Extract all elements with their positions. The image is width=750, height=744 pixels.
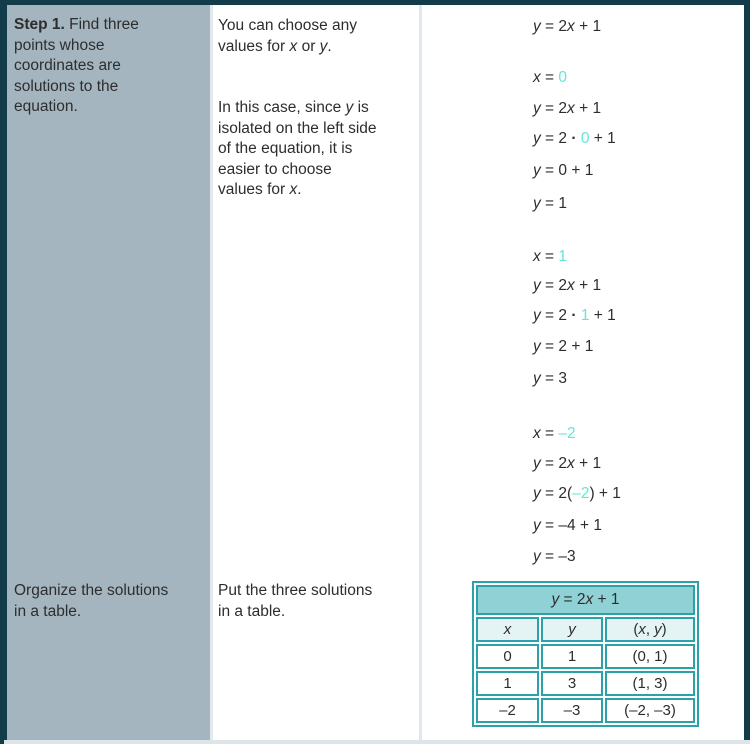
column-header <box>605 617 695 642</box>
text-segment: y <box>533 370 541 387</box>
text-segment: + 1 <box>589 307 616 324</box>
text-segment: x <box>585 591 594 608</box>
table-cell: (–2, –3) <box>605 698 695 723</box>
equation-line <box>533 195 567 212</box>
text-segment: –2 <box>572 485 590 502</box>
text-segment: x <box>533 69 541 86</box>
equation-line <box>533 548 576 565</box>
equation-line <box>533 18 601 35</box>
text-segment: y <box>533 338 541 355</box>
text-segment: isolated on the left side <box>218 119 377 137</box>
text-segment: x <box>503 620 512 638</box>
table-cell: 1 <box>476 671 539 696</box>
text-segment: y <box>533 195 541 212</box>
bottom-edge-strip <box>4 740 750 744</box>
text-segment: Step 1. <box>14 16 65 33</box>
text-segment: 1 <box>558 248 568 265</box>
text-segment: . <box>327 37 332 55</box>
text-segment: = 0 + 1 <box>540 162 594 179</box>
equation-line <box>533 277 601 294</box>
solution-table-title <box>476 585 695 615</box>
text-segment: y <box>533 455 541 472</box>
text-segment: You can choose any <box>218 17 358 34</box>
equation-line <box>533 338 593 355</box>
text-segment: or <box>297 37 320 55</box>
text-segment: x <box>567 277 575 294</box>
text-segment: + 1 <box>574 455 602 472</box>
table-row <box>476 671 695 696</box>
text-segment: coordinates are <box>14 57 121 74</box>
text-segment: = 2 + 1 <box>540 338 594 355</box>
text-segment: of the equation, it is <box>218 140 353 157</box>
text-segment: y <box>533 548 541 565</box>
solution-table-header-row <box>476 617 695 642</box>
text-segment: –2 <box>558 425 576 442</box>
table-cell: –2 <box>476 698 539 723</box>
text-segment: y <box>568 620 576 638</box>
text-segment: x <box>638 620 646 638</box>
text-segment: + 1 <box>574 100 602 117</box>
text-segment: y <box>533 517 541 534</box>
text-segment: y <box>654 620 662 638</box>
text-segment: equation. <box>14 98 78 115</box>
text-segment: easier to choose <box>218 160 332 178</box>
text-segment: 1 <box>580 307 590 324</box>
text-segment: x <box>567 100 575 117</box>
text-segment: = –4 + 1 <box>540 517 602 534</box>
text-segment: in a table. <box>218 602 286 620</box>
equation-line <box>533 517 602 534</box>
text-segment: + 1 <box>574 277 602 294</box>
text-segment: x <box>567 18 575 35</box>
text-segment: y <box>345 99 354 116</box>
text-segment: ) + 1 <box>589 485 621 502</box>
text-segment: = 2 <box>540 130 572 147</box>
text-segment: x <box>289 37 298 55</box>
equation-line <box>533 370 567 387</box>
text-segment: = 1 <box>540 195 568 212</box>
text-segment: ) <box>661 620 667 638</box>
table-cell: (1, 3) <box>605 671 695 696</box>
equation-line <box>533 162 593 179</box>
text-segment: x <box>289 181 298 198</box>
text-segment: = 2 <box>540 100 568 117</box>
text-segment: points whose <box>14 36 105 54</box>
text-segment: values for <box>218 37 290 55</box>
text-segment: y <box>533 100 541 117</box>
text-segment: Put the three solutions <box>218 582 373 599</box>
text-segment: is <box>353 99 369 116</box>
text-segment: = 2( <box>540 485 573 502</box>
text-segment: + 1 <box>589 130 616 147</box>
table-cell: (0, 1) <box>605 644 695 669</box>
column-header <box>476 617 539 642</box>
table-cell: –3 <box>541 698 603 723</box>
text-segment: in a table. <box>14 602 82 620</box>
column-header <box>541 617 603 642</box>
text-segment: = 2 <box>540 307 572 324</box>
text-segment: = 3 <box>540 370 568 387</box>
text-segment: Organize the solutions <box>14 582 169 599</box>
solution-table <box>472 581 699 727</box>
text-segment: 0 <box>580 130 590 147</box>
text-segment: + 1 <box>574 18 602 35</box>
equation-line <box>533 248 567 265</box>
text-segment: Find three <box>64 16 139 33</box>
text-segment: = 2 <box>540 455 568 472</box>
text-segment: y <box>533 18 541 35</box>
text-segment: y <box>533 162 541 179</box>
text-segment: y <box>533 130 541 147</box>
equation-line <box>533 69 567 86</box>
text-segment: y <box>533 485 541 502</box>
text-segment: x <box>533 425 541 442</box>
text-segment: y <box>533 277 541 294</box>
table-cell: 1 <box>541 644 603 669</box>
table-row <box>476 698 695 723</box>
text-segment: y <box>551 591 560 608</box>
text-segment: 0 <box>558 69 568 86</box>
text-segment: , <box>645 620 655 638</box>
text-segment: = 2 <box>540 277 568 294</box>
equation-line <box>533 307 616 324</box>
text-segment: y <box>319 37 328 55</box>
equation-line <box>533 425 576 442</box>
equation-line <box>533 485 621 502</box>
text-segment: . <box>297 181 302 198</box>
text-segment: = 2 <box>559 591 586 608</box>
solution-table-body <box>476 644 695 723</box>
text-segment: y <box>533 307 541 324</box>
text-segment: = <box>540 69 559 86</box>
text-segment: = 2 <box>540 18 568 35</box>
table-cell: 3 <box>541 671 603 696</box>
equation-line <box>533 130 616 147</box>
text-segment: · <box>571 307 577 324</box>
text-segment: x <box>567 455 575 472</box>
text-segment: solutions to the <box>14 77 119 95</box>
content-area <box>7 5 744 740</box>
equation-line <box>533 100 601 117</box>
table-cell: 0 <box>476 644 539 669</box>
text-segment: = <box>540 248 559 265</box>
text-segment: values for <box>218 181 290 198</box>
text-segment: ( <box>633 620 639 638</box>
text-segment: In this case, since <box>218 99 346 116</box>
text-segment: = –3 <box>540 548 576 565</box>
text-segment: · <box>571 130 577 147</box>
text-segment: x <box>533 248 541 265</box>
text-segment: + 1 <box>593 591 620 608</box>
table-row <box>476 644 695 669</box>
equation-line <box>533 455 601 472</box>
text-segment: = <box>540 425 559 442</box>
